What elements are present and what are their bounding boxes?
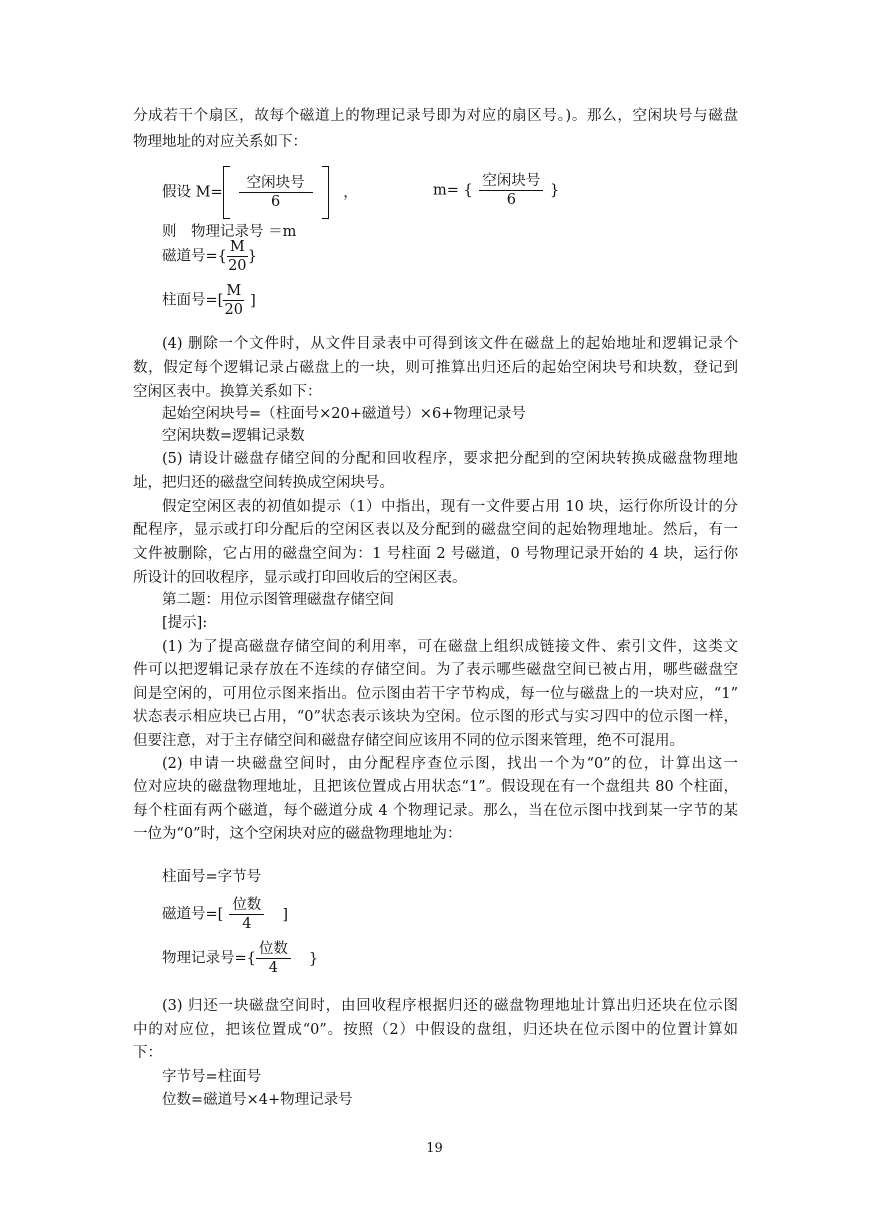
formula-track-bitmap [162,896,767,936]
paragraph-line: 但要注意，对于主存储空间和磁盘存储空间应该用不同的位示图来管理，绝不可混用。 [133,733,684,749]
formula-record-bitmap [162,940,767,980]
formula-prefix: 柱面号=[ [162,292,224,309]
formula-comma: ， [343,184,358,201]
paragraph-line: 数，假定每个逻辑记录占磁盘上的一块，则可推算出归还后的起始空闲块号和块数，登记到 [133,360,738,376]
formula-prefix: 物理记录号={ [162,950,256,967]
formula-track [162,238,767,278]
paragraph-line: 下： [133,1045,162,1061]
hint-label: [提示]: [162,615,208,631]
fraction-numerator: 空闲块号 [239,174,313,193]
formula-m-small [433,172,559,209]
section-title: 第二题：用位示图管理磁盘存储空间 [162,592,394,608]
paragraph-line: 空闲块数=逻辑记录数 [162,428,305,444]
formula-line: 则 物理记录号 ＝m [162,224,297,240]
fraction-denominator: 20 [228,258,247,274]
paragraph-line: 状态表示相应块已占用，“0”状态表示该块为空闲。位示图的形式与实习四中的位示图一样， [133,709,738,725]
paragraph-line: 中的对应位，把该位置成“0”。按照（2）中假设的盘组，归还块在位示图中的位置计算如 [133,1022,738,1038]
fraction-numerator: 空闲块号 [479,172,543,191]
page-number: 19 [426,1141,443,1156]
paragraph-line: 位数=磁道号×4+物理记录号 [162,1092,353,1108]
paragraph-line: 址，把归还的磁盘空间转换成空闲块号。 [133,475,394,491]
paragraph-line: 所设计的回收程序，显示或打印回收后的空闲区表。 [133,570,467,586]
formula-prefix: m= { [433,182,473,199]
floor-bracket [223,172,329,213]
fraction-denominator: 6 [270,194,281,210]
paragraph-line: 假定空闲区表的初值如提示（1）中指出，现有一文件要占用 10 块，运行你所设计的分 [162,499,738,515]
formula-prefix: 假设 M= [162,184,223,201]
fraction-denominator: 4 [268,960,278,976]
fraction-numerator: 位数 [256,940,291,959]
paragraph-line: (2) 申请一块磁盘空间时，由分配程序查位示图，找出一个为“0”的位，计算出这一 [162,756,738,772]
paragraph-line: (1) 为了提高磁盘存储空间的利用率，可在磁盘上组织成链接文件、索引文件，这类文 [162,639,738,655]
paragraph-line: (3) 归还一块磁盘空间时，由回收程序根据归还的磁盘物理地址计算出归还块在位示图 [162,998,738,1014]
paragraph-line: 位对应块的磁盘物理地址，且把该位置成占用状态“1”。假设现在有一个盘组共 80 个柱面， [133,779,738,795]
fraction-denominator: 6 [506,192,516,208]
paragraph-line: 物理地址的对应关系如下： [133,134,307,150]
paragraph-line: 件可以把逻辑记录存放在不连续的存储空间。为了表示哪些磁盘空间已被占用，哪些磁盘空 [133,662,738,678]
formula-prefix: 磁道号=[ [162,906,224,923]
formula-cylinder [162,282,767,322]
paragraph-line: 配程序，显示或打印分配后的空闲区表以及分配到的磁盘空间的起始物理地址。然后，有一 [133,522,738,538]
formula-suffix: ] [282,906,288,923]
paragraph-line: 字节号=柱面号 [162,1069,262,1085]
paragraph-line: (4) 删除一个文件时，从文件目录表中可得到该文件在磁盘上的起始地址和逻辑记录个 [162,336,738,352]
paragraph-line: 每个柱面有两个磁道，每个磁道分成 4 个物理记录。那么，当在位示图中找到某一字节的某 [133,803,738,819]
paragraph-line: 一位为“0”时，这个空闲块对应的磁盘物理地址为： [133,826,462,842]
paragraph-line: 分成若干个扇区，故每个磁道上的物理记录号即为对应的扇区号。)。那么，空闲块号与磁盘 [133,108,738,124]
fraction-denominator: 4 [242,916,252,932]
formula-suffix: } [247,248,257,265]
paragraph-line: 起始空闲块号=（柱面号×20+磁道号）×6+物理记录号 [162,406,526,422]
formula-suffix: ] [250,292,256,309]
paragraph-line: 文件被删除，它占用的磁盘空间为：1 号柱面 2 号磁道，0 号物理记录开始的 4 块，运行你 [133,546,738,562]
formula-prefix: 磁道号={ [162,248,227,265]
formula-suffix: } [308,950,319,967]
fraction-numerator: 位数 [229,896,264,915]
formula-m [162,172,767,212]
formula-line: 柱面号=字节号 [162,869,262,885]
paragraph-line: 间是空闲的，可用位示图来指出。位示图由若干字节构成，每一位与磁盘上的一块对应，“1” [133,686,738,702]
paragraph-line: 空闲区表中。换算关系如下： [133,384,322,400]
fraction-numerator: M [227,238,248,257]
fraction-denominator: 20 [224,302,243,318]
formula-suffix: } [549,182,560,199]
paragraph-line: (5) 请设计磁盘存储空间的分配和回收程序，要求把分配到的空闲块转换成磁盘物理地 [162,451,738,467]
fraction-numerator: M [223,282,244,301]
